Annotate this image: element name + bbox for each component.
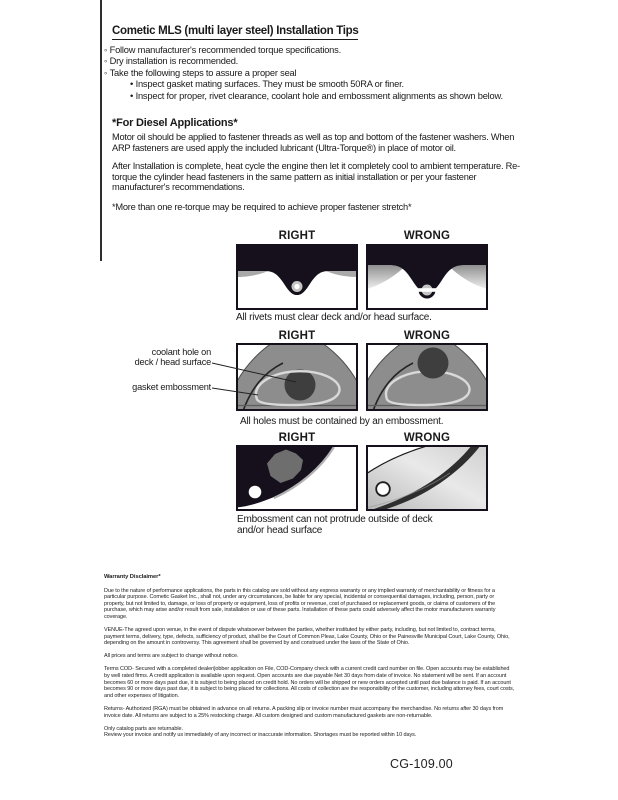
coolant-hole-callout-line2: deck / head surface bbox=[134, 357, 211, 367]
warranty-paragraph: Returns- Authorized (RGA) must be obtained in advance on all returns. A packing slip or invoice number must accompany the merchandise. No returns after 30 days from invoice date. All returns are subject to a 25% restocking charge. All custom designed and custom manufactured gaskets are non-returnable. bbox=[104, 705, 504, 719]
fig2-right-label: RIGHT bbox=[278, 330, 316, 342]
embossment-wrong-figure bbox=[366, 343, 488, 411]
retorque-note: *More than one re-torque may be required to achieve proper fastener stretch* bbox=[112, 202, 412, 212]
page-title: Cometic MLS (multi layer steel) Installation Tips bbox=[112, 25, 358, 40]
warranty-paragraph: Only catalog parts are returnable. bbox=[104, 725, 183, 732]
tip-bullet: ◦ Follow manufacturer's recommended torque specifications. bbox=[104, 45, 503, 56]
rivet-clearance-right-figure bbox=[236, 244, 358, 310]
warranty-paragraph: Due to the nature of performance applications, the parts in this catalog are sold without any express warranty or any implied warranty of merchantability or fitness for a particular purpose. Cometic Gasket Inc., shall not, under any circumstances, be liable for any special, incidental or consequential damages, including, person, party or property, but not limited to, damage, or loss of property or equipment, loss of profits or revenue, cost of purchased or replacement goods, or claims of customers of the purchase, which may arise and/or result from sale, installation or use of these parts. Installation of these parts could adversely affect the motor manufacturers warranty coverage. bbox=[104, 587, 496, 620]
warranty-disclaimer-block bbox=[104, 574, 516, 739]
warranty-paragraph: Terms COD- Secured with a completed dealer/jobber application on File, COD-Company check with a current credit card number on file. Open accounts may be established by well rated firms. A credit application is available upon request. Open accounts are due payable Net 30 days from date of invoice. No statement will be sent. If an account becomes 60 or more days past due, it is subject to being placed on credit hold. No orders will be shipped or new orders accepted until past due balance is paid. If an account becomes 90 or more days past due, it is subject to being placed for collections. All costs of collection are the responsibility of the customer, including attorney fees, court costs, and other expenses of litigation. bbox=[104, 666, 515, 699]
protrusion-wrong-figure bbox=[366, 445, 488, 511]
fig1-right-label: RIGHT bbox=[278, 230, 316, 242]
fig1-caption: All rivets must clear deck and/or head surface. bbox=[236, 312, 432, 323]
gasket-embossment-callout: gasket embossment bbox=[132, 382, 211, 392]
doc-code: CG-109.00 bbox=[390, 757, 453, 771]
fig3-caption-line2: and/or head surface bbox=[237, 525, 323, 536]
left-rule-line bbox=[100, 0, 102, 261]
diesel-heading: *For Diesel Applications* bbox=[112, 117, 238, 129]
tip-bullet: ◦ Take the following steps to assure a proper seal bbox=[104, 68, 503, 79]
fig2-caption: All holes must be contained by an embossment. bbox=[240, 416, 444, 427]
coolant-hole-callout-line1: coolant hole on bbox=[151, 347, 211, 357]
fig3-caption-line1: Embossment can not protrude outside of deck bbox=[237, 514, 433, 525]
warranty-paragraph: All prices and terms are subject to change without notice. bbox=[104, 653, 239, 660]
tip-bullet: ◦ Dry installation is recommended. bbox=[104, 56, 503, 67]
rivet-clearance-wrong-figure bbox=[366, 244, 488, 310]
diesel-paragraph-1: Motor oil should be applied to fastener threads as well as top and bottom of the fastener washers. When ARP fasteners are used apply the included lubricant (Ultra-Torque®) in place of motor oil. bbox=[112, 132, 515, 153]
installation-tips-list bbox=[104, 45, 503, 102]
embossment-right-figure bbox=[236, 343, 358, 411]
fig3-right-label: RIGHT bbox=[278, 432, 316, 444]
tip-sub-bullet: • Inspect for proper, rivet clearance, coolant hole and embossment alignments as shown below. bbox=[104, 91, 503, 102]
fig3-wrong-label: WRONG bbox=[403, 432, 451, 444]
diesel-paragraph-2: After Installation is complete, heat cycle the engine then let it completely cool to ambient temperature. Re-torque the cylinder head fasteners in the same pattern as initial installation or per your fastener manufacturer's recommendations. bbox=[112, 161, 520, 193]
tip-sub-bullet: • Inspect gasket mating surfaces. They must be smooth 50RA or finer. bbox=[104, 79, 503, 90]
warranty-paragraph: Review your invoice and notify us immediately of any incorrect or inaccurate information. Shortages must be reported within 10 days. bbox=[104, 732, 417, 739]
protrusion-right-figure bbox=[236, 445, 358, 511]
fig2-wrong-label: WRONG bbox=[403, 330, 451, 342]
warranty-paragraph: VENUE-The agreed upon venue, in the event of dispute whatsoever between the parties, whether instituted by either party, including, but not limited to, contract terms, payment terms, delivery, type, defects, sufficiency of product, shall be the Court of Common Pleas, Lake County, Ohio or the Painesville Municipal Court, Lake County, Ohio, depending on the amount in controversy. This agreement shall be governed by and construed under the laws of the State of Ohio. bbox=[104, 627, 510, 647]
fig1-wrong-label: WRONG bbox=[403, 230, 451, 242]
warranty-heading: Warranty Disclaimer* bbox=[104, 574, 161, 580]
